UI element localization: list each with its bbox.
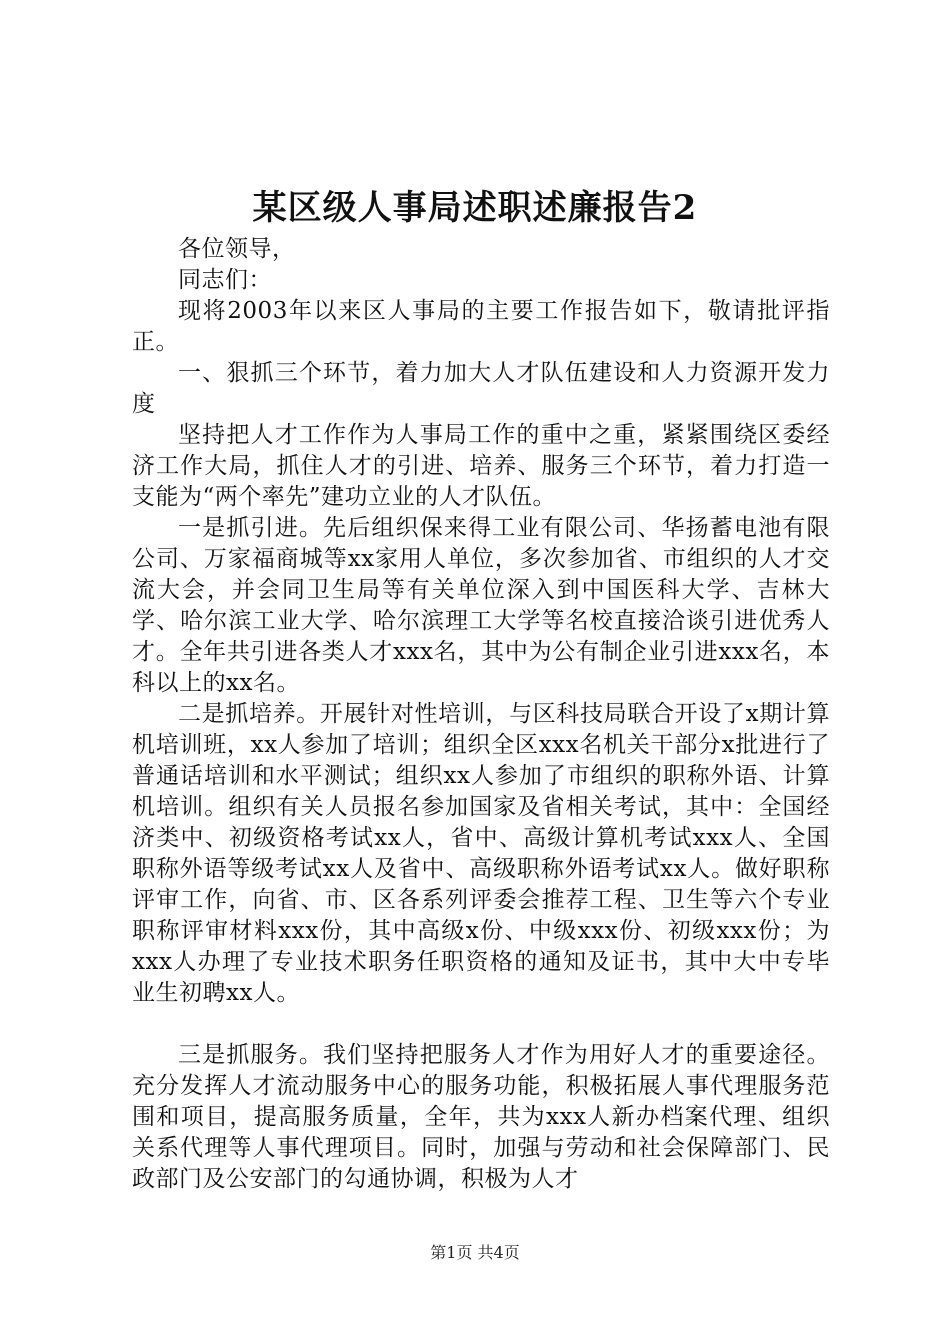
document-title: 某区级人事局述职述廉报告2 bbox=[252, 188, 698, 228]
body-paragraph: 坚持把人才工作作为人事局工作的重中之重，紧紧围绕区委经济工作大局，抓住人才的引进、培养、服务三个环节，着力打造一支能为“两个率先”建功立业的人才队伍。 bbox=[132, 422, 830, 510]
intro-paragraph: 现将2003年以来区人事局的主要工作报告如下，敬请批评指正。 bbox=[132, 298, 830, 355]
body-paragraph-training: 二是抓培养。开展针对性培训，与区科技局联合开设了x期计算机培训班，xx人参加了培训；组织全区xxx名机关干部分x批进行了普通话培训和水平测试；组织xx人参加了市组织的职称外语、计算机培训。组织有关人员报名参加国家及省相关考试，其中：全国经济类中、初级资格考试xx人，省中、高级计算机考试xxx人、全国职称外语等级考试xx人及省中、高级职称外语考试xx人。做好职称评审工作，向省、市、区各系列评委会推荐工程、卫生等六个专业职称评审材料xxx份，其中高级x份、中级xxx份、初级xxx份；为xxx人办理了专业技术职务任职资格的通知及证书，其中大中专毕业生初聘xx人。 bbox=[132, 701, 830, 1006]
section-heading-1: 一、狠抓三个环节，着力加大人才队伍建设和人力资源开发力度 bbox=[132, 360, 830, 417]
document-body bbox=[132, 234, 830, 1195]
salutation-leaders: 各位领导， bbox=[178, 236, 296, 262]
body-paragraph-service: 三是抓服务。我们坚持把服务人才作为用好人才的重要途径。充分发挥人才流动服务中心的服务功能，积极拓展人事代理服务范围和项目，提高服务质量，全年，共为xxx人新办档案代理、组织关系代理等人事代理项目。同时，加强与劳动和社会保障部门、民政部门及公安部门的勾通协调，积极为人才 bbox=[132, 1042, 830, 1192]
page-footer: 第1页 共4页 bbox=[430, 1243, 520, 1262]
body-paragraph-introduction: 一是抓引进。先后组织保来得工业有限公司、华扬蓄电池有限公司、万家福商城等xx家用人单位，多次参加省、市组织的人才交流大会，并会同卫生局等有关单位深入到中国医科大学、吉林大学、哈尔滨工业大学、哈尔滨理工大学等名校直接洽谈引进优秀人才。全年共引进各类人才xxx名，其中为公有制企业引进xxx名，本科以上的xx名。 bbox=[132, 515, 830, 696]
salutation-comrades: 同志们： bbox=[178, 267, 272, 293]
